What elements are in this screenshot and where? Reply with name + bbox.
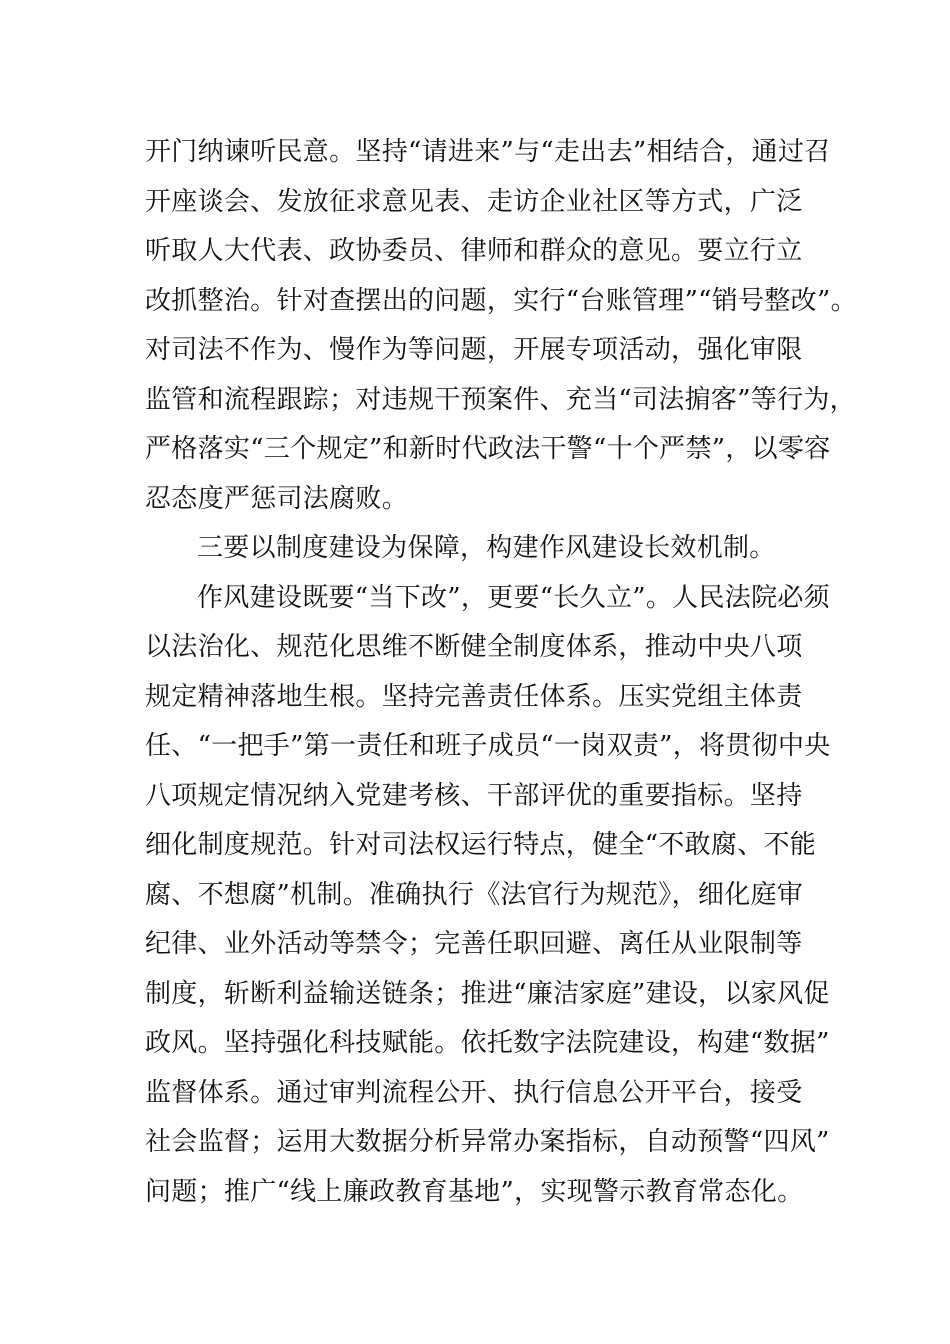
text-line: 监管和流程跟踪；对违规干预案件、充当“司法掮客”等行为，: [145, 384, 856, 415]
text-line: 规定精神落地生根。坚持完善责任体系。压实党组主体责: [145, 681, 803, 712]
text-line: 对司法不作为、慢作为等问题，开展专项活动，强化审限: [145, 335, 803, 365]
text-line: 腐、不想腐”机制。准确执行《法官行为规范》，细化庭审: [145, 879, 804, 910]
text-line: 制度，斩断利益输送链条；推进“廉洁家庭”建设，以家风促: [145, 978, 830, 1009]
text-line: 忍态度严惩司法腐败。: [145, 483, 409, 514]
text-line: 听取人大代表、政协委员、律师和群众的意见。要立行立: [145, 236, 803, 266]
text-line: 开座谈会、发放征求意见表、走访企业社区等方式，广泛: [145, 186, 803, 217]
text-line: 监督体系。通过审判流程公开、执行信息公开平台，接受: [145, 1077, 803, 1108]
text-line: 八项规定情况纳入党建考核、干部评优的重要指标。坚持: [145, 780, 803, 811]
document-body: [145, 128, 857, 1217]
text-line: 问题；推广“线上廉政教育基地”，实现警示教育常态化。: [145, 1176, 804, 1207]
paragraph-start-line: 作风建设既要“当下改”，更要“长久立”。人民法院必须: [197, 582, 830, 613]
text-line: 细化制度规范。针对司法权运行特点，健全“不敢腐、不能: [145, 830, 817, 860]
text-line: 改抓整治。针对查摆出的问题，实行“台账管理”“销号整改”。: [145, 285, 857, 316]
text-line: 社会监督；运用大数据分析异常办案指标，自动预警“四风”: [145, 1127, 830, 1157]
text-line: 开门纳谏听民意。坚持“请进来”与“走出去”相结合，通过召: [145, 137, 831, 167]
text-line: 严格落实“三个规定”和新时代政法干警“十个严禁”，以零容: [145, 434, 831, 464]
section-heading: 三要以制度建设为保障，构建作风建设长效机制。: [197, 533, 776, 563]
text-line: 纪律、业外活动等禁令；完善任职回避、离任从业限制等: [145, 929, 803, 959]
text-line: 以法治化、规范化思维不断健全制度体系，推动中央八项: [145, 632, 803, 662]
text-line: 政风。坚持强化科技赋能。依托数字法院建设，构建“数据”: [145, 1028, 830, 1058]
text-line: 任、“一把手”第一责任和班子成员“一岗双责”，将贯彻中央: [145, 731, 831, 761]
